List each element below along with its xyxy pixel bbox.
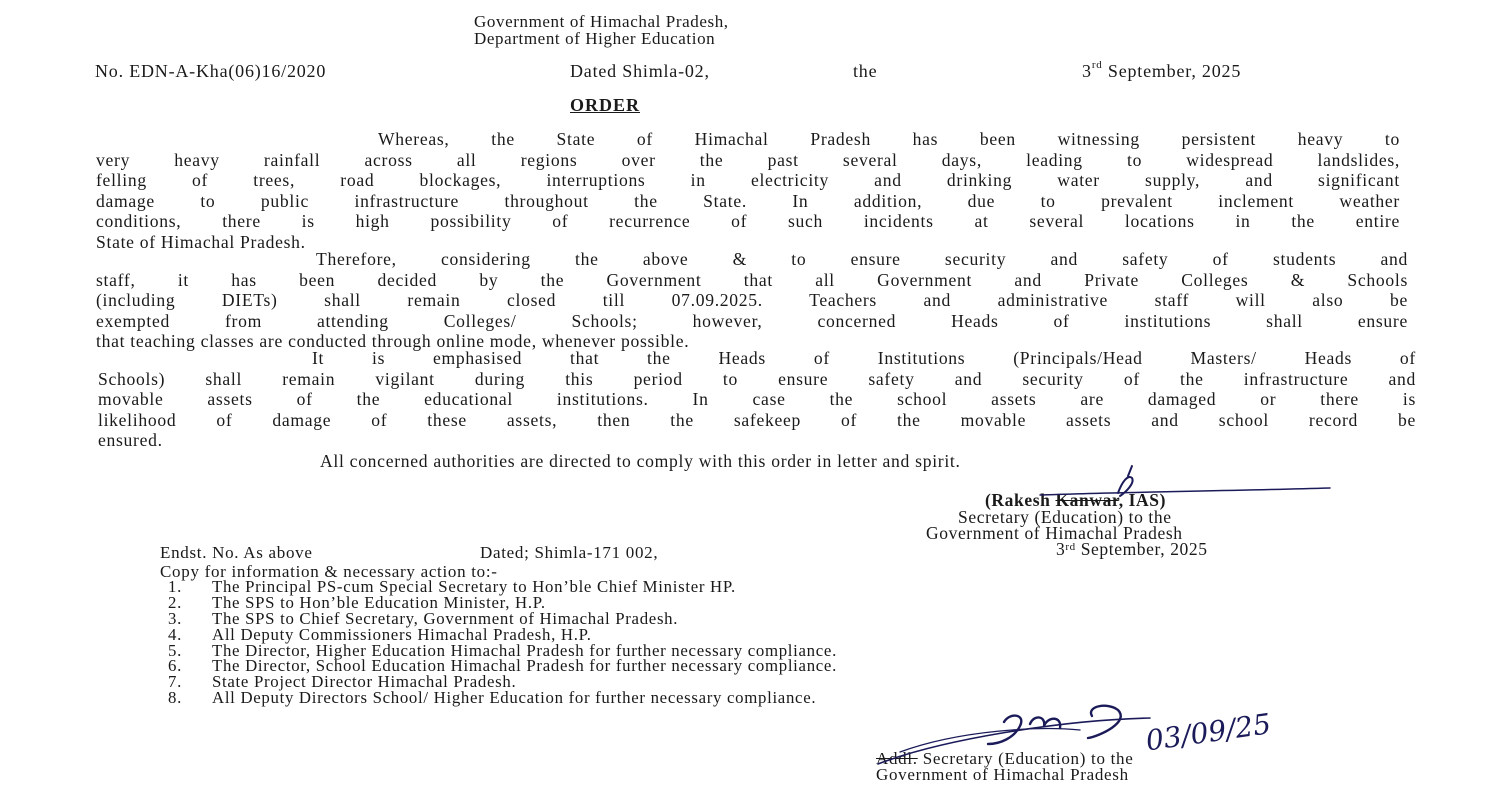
handwritten-date: 03/09/25 [1143,707,1273,758]
list-item-text: The Director, School Education Himachal Pradesh for further necessary compliance. [212,656,837,676]
order-date-suffix: rd [1091,59,1103,71]
order-dated-the: the [853,61,878,81]
second-signatory-title-line2: Government of Himachal Pradesh [876,765,1129,784]
paragraph-line: felling of trees, road blockages, interruptions in electricity and drinking water supply, and significant [96,170,1400,190]
paragraph-line: damage to public infrastructure throughout the State. In addition, due to prevalent inclement weather [96,190,1400,211]
list-item-number: 4. [168,624,182,644]
paragraph-line: Whereas, the State of Himachal Pradesh has been witnessing persistent heavy to [378,129,1400,149]
paragraph-1 [96,129,1400,252]
order-date [1082,61,1241,82]
signatory-date-suffix: rd [1065,541,1076,553]
paragraph-line: ensured. [98,430,163,450]
paragraph-2 [96,249,1408,352]
list-item-number: 8. [168,688,182,708]
list-item-text: The Principal PS-cum Special Secretary to Hon’ble Chief Minister HP. [212,577,736,596]
list-item-number: 6. [168,656,182,676]
list-item-text: The SPS to Hon’ble Education Minister, H.P. [212,592,546,612]
paragraph-3 [98,348,1416,451]
paragraph-line: (including DIETs) shall remain closed till 07.09.2025. Teachers and administrative staff will also be [96,290,1408,310]
signatory-name-close: , IAS) [1118,490,1167,510]
paragraph-line: exempted from attending Colleges/ Schools; however, concerned Heads of institutions shall ensure [96,310,1408,331]
second-signatory-struck: Addl. [876,749,918,768]
paragraph-line: staff, it has been decided by the Government that all Government and Private Colleges & Schools [96,269,1408,290]
copy-intro: Copy for information & necessary action to:- [160,562,498,581]
paragraph-line: conditions, there is high possibility of recurrence of such incidents at several locations in the entire [96,211,1400,231]
endorsement-number: Endst. No. As above [160,543,313,562]
paragraph-line: State of Himachal Pradesh. [96,231,306,252]
list-item-text: All Deputy Directors School/ Higher Education for further necessary compliance. [212,688,817,708]
list-item-text: The Director, Higher Education Himachal Pradesh for further necessary compliance. [212,640,837,660]
paragraph-line: movable assets of the educational institutions. In case the school assets are damaged or there is [98,389,1416,409]
list-item-number: 3. [168,608,182,628]
list-item-number: 2. [168,592,182,612]
signatory-title-line1: Secretary (Education) to the [958,507,1172,527]
copy-list [168,579,837,706]
list-item-number: 1. [168,577,182,596]
paragraph-line: that teaching classes are conducted through online mode, whenever possible. [96,331,690,351]
signatory-name-struck: Kanwar [1055,490,1119,510]
paragraph-line: It is emphasised that the Heads of Institutions (Principals/Head Masters/ Heads of [312,348,1416,368]
list-item-text: The SPS to Chief Secretary, Government of Himachal Pradesh. [212,608,679,628]
list-item-text: State Project Director Himachal Pradesh. [212,672,517,692]
order-reference-number: No. EDN-A-Kha(06)16/2020 [95,61,327,81]
paragraph-line: very heavy rainfall across all regions over the past several days, leading to widespread landslides, [96,149,1400,170]
paragraph-line: likelihood of damage of these assets, then the safekeep of the movable assets and school record be [98,409,1416,430]
order-date-rest: September, 2025 [1102,61,1242,81]
second-signatory-title-rest: Secretary (Education) to the [917,749,1134,768]
department-header-line1: Government of Himachal Pradesh, [474,12,729,31]
paragraph-line: Therefore, considering the above & to ensure security and safety of students and [316,249,1408,269]
endorsement-dated: Dated; Shimla-171 002, [480,543,659,562]
signatory-title-line2: Government of Himachal Pradesh [926,523,1183,543]
department-header-line2: Department of Higher Education [474,29,716,48]
list-item-number: 5. [168,640,182,660]
signatory-date-day: 3 [1056,539,1066,559]
list-item [168,690,837,706]
order-dated-place: Dated Shimla-02, [570,61,710,81]
order-date-day: 3 [1082,61,1092,81]
signatory-date-rest: September, 2025 [1075,539,1208,559]
paragraph-4: All concerned authorities are directed to comply with this order in letter and spirit. [320,451,961,471]
signatory-date [1056,541,1208,558]
signatory-name-open: (Rakesh [985,490,1056,510]
paragraph-line: Schools) shall remain vigilant during this period to ensure safety and security of the infrastructure and [98,368,1416,389]
list-item-text: All Deputy Commissioners Himachal Pradesh, H.P. [212,624,592,644]
order-title: ORDER [570,95,641,115]
list-item-number: 7. [168,672,182,692]
